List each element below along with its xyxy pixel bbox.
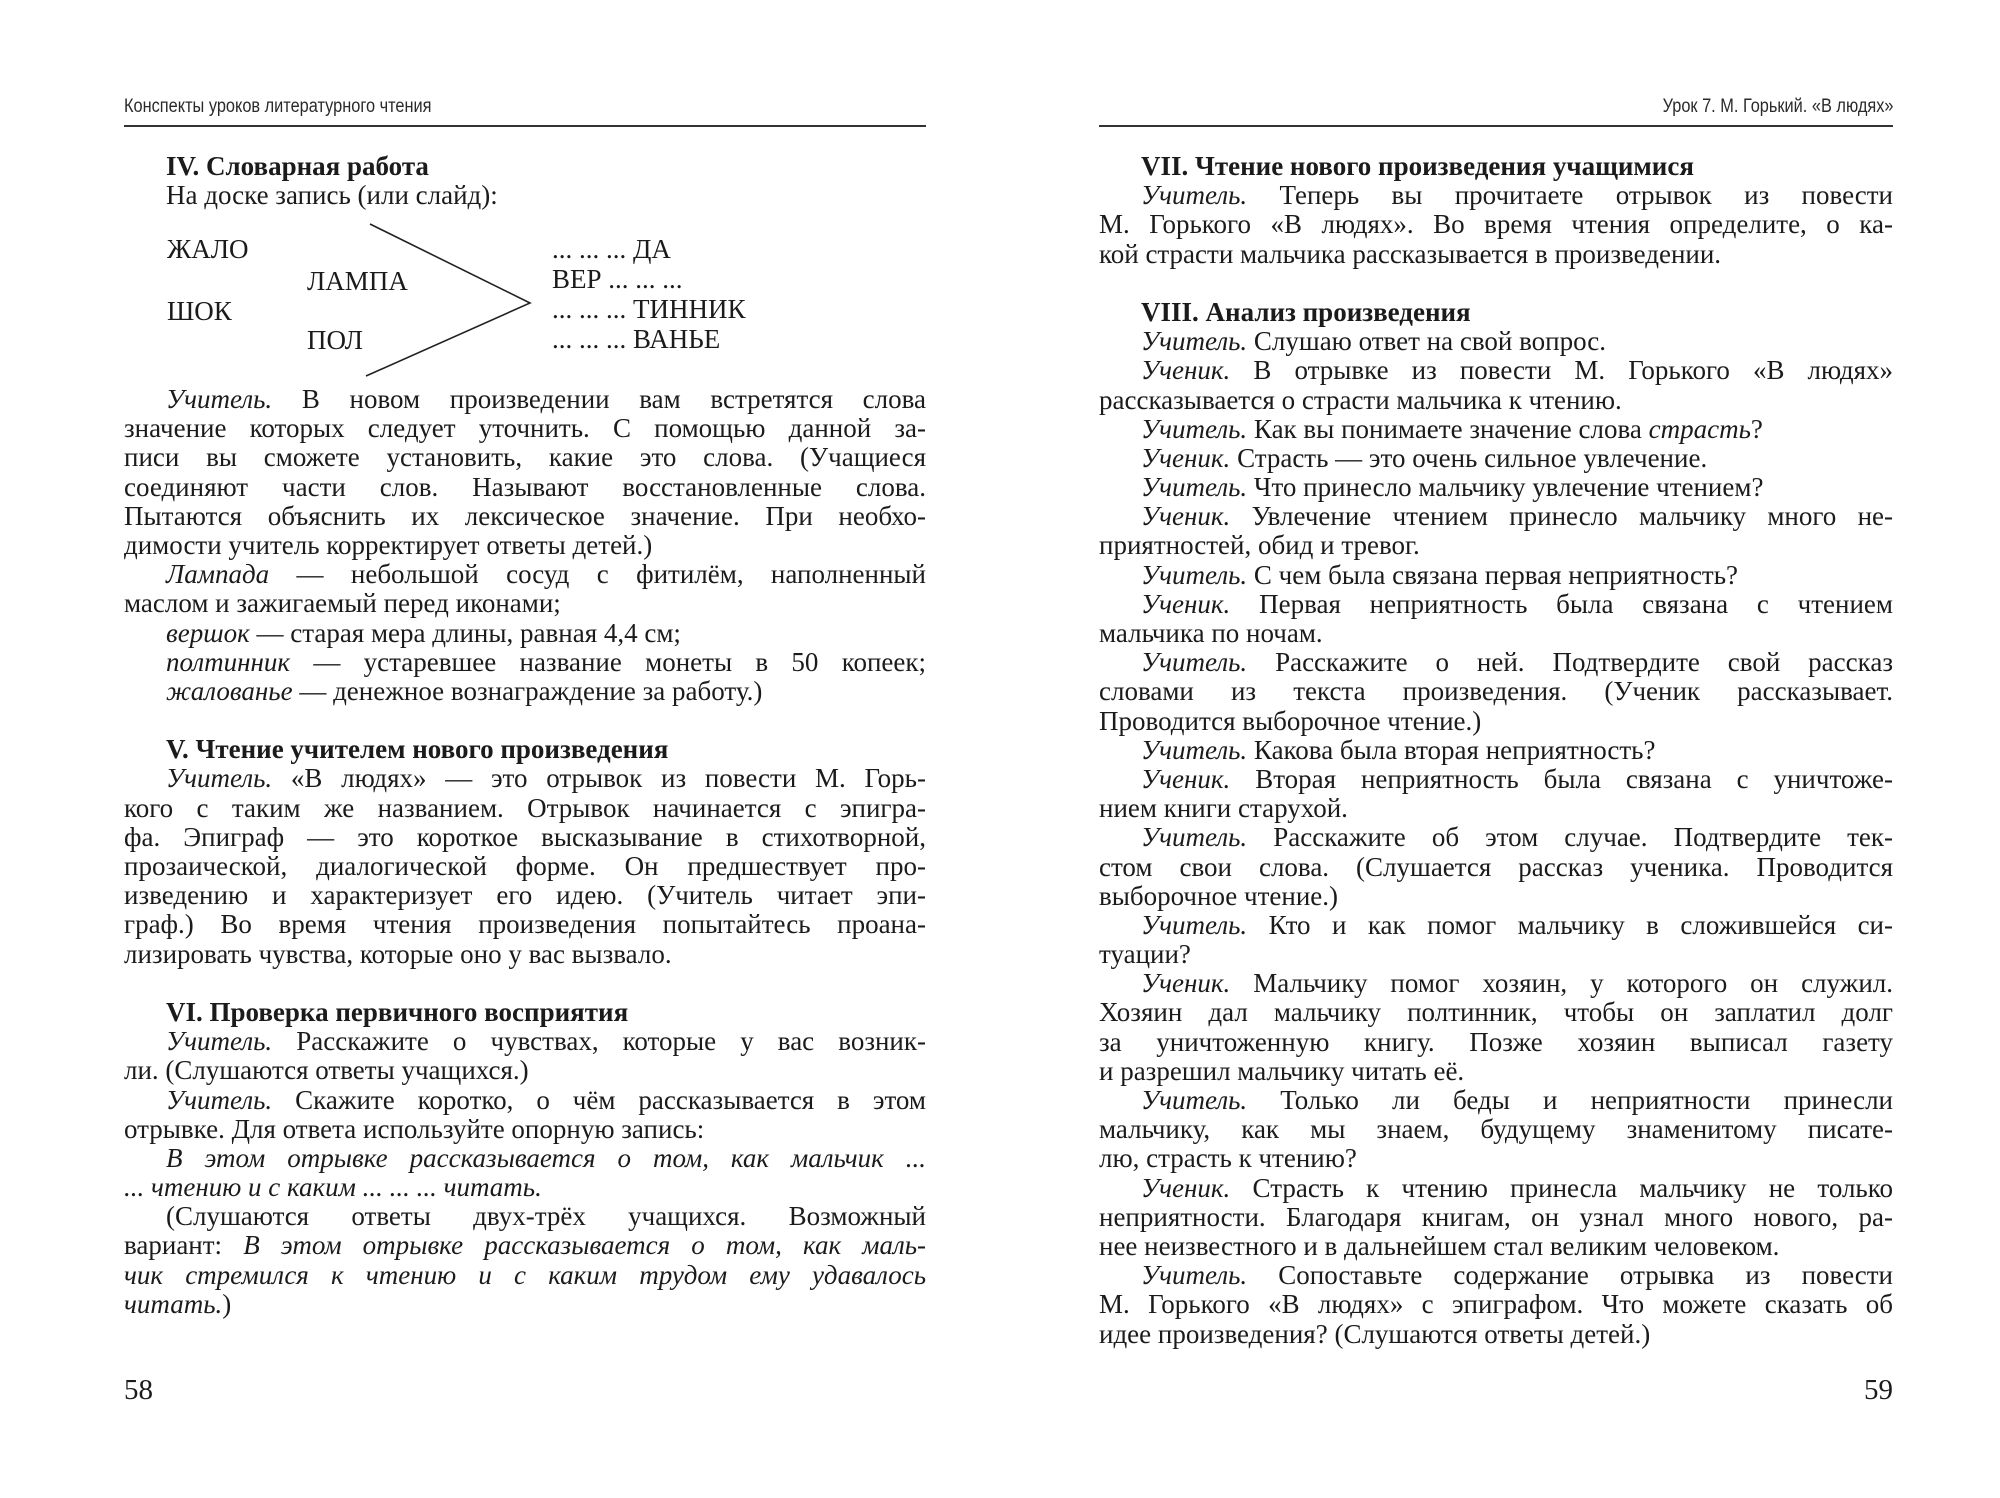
italic-text: Учитель.: [166, 1026, 273, 1057]
text-line: [1099, 1203, 1893, 1232]
text-segment: словами из текста произведения. (Ученик рассказывает.: [1099, 676, 1893, 707]
text-line: [1099, 1261, 1893, 1290]
text-segment: Слушаю ответ на свой вопрос.: [1247, 326, 1607, 357]
text-segment: фа. Эпиграф — это короткое высказывание в стихотворной,: [124, 821, 926, 852]
italic-text: Учитель.: [1141, 909, 1248, 940]
text-line: [1099, 386, 1893, 415]
text-segment: изведению и характеризует его идею. (Учитель читает эпи-: [124, 880, 926, 911]
text-line: [124, 1056, 926, 1085]
text-segment: значение которых следует уточнить. С помощью данной за-: [124, 413, 926, 444]
text-line: [124, 1115, 926, 1144]
text-segment: — старая мера длины, равная 4,4 см;: [249, 617, 681, 648]
text-segment: С чем была связана первая неприятность?: [1247, 559, 1739, 590]
text-segment: Мальчику помог хозяин, у которого он служил.: [1230, 968, 1893, 999]
text-line: [1099, 531, 1893, 560]
text-line: [1099, 590, 1893, 619]
text-line: [1099, 327, 1893, 356]
text-segment: VI. Проверка первичного восприятия: [166, 996, 629, 1027]
text-segment: Расскажите о ней. Подтвердите свой рассказ: [1247, 647, 1893, 678]
text-segment: отрывке. Для ответа используйте опорную запись:: [124, 1113, 705, 1144]
text-segment: М. Горького «В людях». Во время чтения определите, о ка-: [1099, 209, 1893, 240]
text-line: [124, 764, 926, 793]
text-segment: димости учитель корректирует ответы детей.): [124, 529, 653, 560]
text-line: [1099, 444, 1893, 473]
text-segment: мальчика по ночам.: [1099, 618, 1323, 648]
text-segment: и разрешил мальчику читать её.: [1099, 1055, 1465, 1086]
text-line: [1099, 736, 1893, 765]
italic-text: страсть: [1648, 413, 1751, 444]
text-line: [1099, 823, 1893, 852]
italic-text: Учитель.: [166, 763, 273, 794]
diagram-word: ШОК: [167, 296, 232, 326]
text-segment: кого с таким же названием. Отрывок начинается с эпигра-: [124, 792, 926, 823]
text-line: [1099, 1320, 1893, 1349]
text-line: [1099, 1174, 1893, 1203]
text-segment: Какова была вторая неприятность?: [1247, 734, 1656, 765]
text-segment: Увлечение чтением принесло мальчику много не-: [1230, 501, 1893, 532]
blank-line: [124, 706, 926, 735]
text-segment: маслом и зажигаемый перед иконами;: [124, 588, 561, 619]
italic-text: Ученик.: [1141, 1172, 1231, 1203]
right-body: [1099, 152, 1893, 1349]
text-line: [124, 940, 926, 969]
text-line: [1099, 356, 1893, 385]
italic-text: Учитель.: [1141, 822, 1248, 853]
text-segment: VIII. Анализ произведения: [1141, 296, 1471, 327]
text-line: [1099, 210, 1893, 239]
diagram-word: ... ... ... ТИННИК: [552, 294, 746, 324]
text-segment: Первая неприятность была связана с чтением: [1230, 588, 1893, 619]
text-segment: нием книги старухой.: [1099, 793, 1348, 824]
text-line: [124, 443, 926, 472]
text-segment: лизировать чувства, которые оно у вас вызвало.: [124, 938, 672, 969]
text-line: [124, 531, 926, 560]
text-line: [1099, 765, 1893, 794]
blank-line: [1099, 269, 1893, 298]
text-segment: мальчику, как мы знаем, будущему знаменитому писате-: [1099, 1114, 1893, 1145]
italic-text: вершок: [166, 617, 250, 648]
text-segment: Скажите коротко, о чём рассказывается в этом: [272, 1084, 926, 1115]
italic-text: чик стремился к чтению и с каким трудом ему удавалось: [124, 1259, 926, 1290]
text-segment: лю, страсть к чтению?: [1099, 1143, 1357, 1174]
diagram-word: ЖАЛО: [167, 234, 249, 264]
text-line: [124, 560, 926, 589]
italic-text: Учитель.: [1141, 559, 1248, 590]
text-segment: неприятности. Благодаря книгам, он узнал много нового, ра-: [1099, 1201, 1893, 1232]
text-segment: В новом произведении вам встретятся слова: [272, 384, 926, 414]
italic-text: Учитель.: [1141, 413, 1248, 444]
text-line: [124, 502, 926, 531]
diagram-word: ВЕР ... ... ...: [552, 264, 683, 294]
text-segment: выборочное чтение.): [1099, 880, 1339, 911]
text-line: [1099, 561, 1893, 590]
text-segment: стом свои слова. (Слушается рассказ ученика. Проводится: [1099, 851, 1893, 882]
section-heading: [124, 998, 926, 1027]
text-line: [1099, 707, 1893, 736]
italic-text: Учитель.: [1141, 326, 1248, 357]
italic-text: Учитель.: [1141, 734, 1248, 765]
text-segment: На доске запись (или слайд):: [166, 180, 498, 211]
text-segment: прозаической, диалогической форме. Он предшествует про-: [124, 851, 926, 881]
text-line: [1099, 1144, 1893, 1173]
text-line: [124, 881, 926, 910]
left-body: [124, 385, 926, 1319]
text-segment: — устаревшее название монеты в 50 копеек;: [290, 646, 926, 677]
text-line: [1099, 911, 1893, 940]
text-line: [1099, 853, 1893, 882]
text-line: [124, 473, 926, 502]
text-line: [124, 1086, 926, 1115]
text-segment: ли. (Слушаются ответы учащихся.): [124, 1055, 529, 1086]
text-line: [124, 385, 926, 414]
text-line: [124, 852, 926, 881]
italic-text: Учитель.: [1141, 472, 1248, 503]
italic-text: Учитель.: [1141, 647, 1248, 678]
text-segment: Сопоставьте содержание отрывка из повести: [1247, 1260, 1893, 1291]
text-segment: Хозяин дал мальчику полтинник, чтобы он заплатил долг: [1099, 997, 1893, 1028]
text-line: [124, 910, 926, 939]
text-line: [1099, 677, 1893, 706]
text-segment: Что принесло мальчику увлечение чтением?: [1247, 472, 1764, 503]
text-segment: «В людях» — это отрывок из повести М. Горь-: [272, 763, 926, 794]
text-line: [1099, 181, 1893, 210]
text-segment: соединяют части слов. Называют восстановленные слова.: [124, 471, 926, 502]
text-segment: рассказывается о страсти мальчика к чтению.: [1099, 384, 1622, 415]
text-line: [1099, 969, 1893, 998]
italic-text: читать.: [124, 1288, 223, 1319]
text-segment: VII. Чтение нового произведения учащимися: [1141, 151, 1694, 181]
text-segment: писи вы сможете установить, какие это слова. (Учащиеся: [124, 442, 926, 473]
diagram-chevron: [366, 224, 530, 376]
italic-text: жалованье: [166, 675, 293, 706]
italic-text: В этом отрывке рассказывается о том, как мальчик ...: [166, 1142, 926, 1173]
text-segment: Страсть к чтению принесла мальчику не только: [1230, 1172, 1893, 1203]
text-segment: Как вы понимаете значение слова: [1247, 413, 1649, 444]
italic-text: Учитель.: [1141, 180, 1248, 211]
italic-text: Ученик.: [1141, 442, 1231, 473]
header-rule-right: [1099, 125, 1893, 127]
text-line: [124, 589, 926, 618]
text-line: [124, 1027, 926, 1056]
text-segment: V. Чтение учителем нового произведения: [166, 734, 669, 765]
text-segment: кой страсти мальчика рассказывается в произведении.: [1099, 238, 1722, 269]
italic-text: Учитель.: [166, 384, 273, 414]
text-segment: Проводится выборочное чтение.): [1099, 705, 1482, 736]
italic-text: Ученик.: [1141, 588, 1231, 619]
diagram-word: ... ... ... ВАНЬЕ: [552, 324, 721, 354]
section-heading: [124, 735, 926, 764]
text-segment: граф.) Во время чтения произведения попытайтесь проана-: [124, 909, 926, 940]
text-segment: туации?: [1099, 939, 1191, 970]
italic-text: ... чтению и с каким ... ... ... читать.: [124, 1172, 542, 1203]
text-segment: идее произведения? (Слушаются ответы детей.): [1099, 1318, 1651, 1349]
text-line: [124, 677, 926, 706]
text-segment: нее неизвестного и в дальнейшем стал великим человеком.: [1099, 1230, 1780, 1261]
text-line: [124, 1202, 926, 1231]
text-segment: Вторая неприятность была связана с уничтоже-: [1230, 763, 1893, 794]
text-segment: вариант:: [124, 1230, 244, 1261]
text-line: [124, 823, 926, 852]
text-segment: Кто и как помог мальчику в сложившейся си-: [1247, 909, 1893, 940]
text-line: [124, 1231, 926, 1260]
text-segment: В отрывке из повести М. Горького «В людях»: [1230, 355, 1893, 386]
diagram-arrow: [0, 0, 1000, 420]
section-heading: [1099, 152, 1893, 181]
text-line: [124, 1144, 926, 1173]
italic-text: В этом отрывке рассказывается о том, как маль-: [243, 1230, 926, 1261]
text-segment: Пытаются объяснить их лексическое значение. При необхо-: [124, 500, 926, 531]
text-line: [124, 1290, 926, 1319]
text-line: [1099, 1057, 1893, 1086]
diagram-word: ... ... ... ДА: [552, 234, 671, 264]
text-segment: (Слушаются ответы двух-трёх учащихся. Возможный: [166, 1201, 926, 1232]
text-line: [1099, 794, 1893, 823]
italic-text: Ученик.: [1141, 763, 1231, 794]
italic-text: Учитель.: [1141, 1085, 1248, 1115]
text-segment: Расскажите об этом случае. Подтвердите тек-: [1247, 822, 1893, 853]
italic-text: Ученик.: [1141, 968, 1231, 999]
text-segment: Страсть — это очень сильное увлечение.: [1230, 442, 1708, 473]
text-segment: IV. Словарная работа: [166, 151, 429, 181]
text-segment: — денежное вознаграждение за работу.): [292, 675, 763, 706]
text-line: [1099, 1232, 1893, 1261]
blank-line: [124, 969, 926, 998]
text-line: [1099, 940, 1893, 969]
text-line: [1099, 473, 1893, 502]
text-line: [124, 619, 926, 648]
text-segment: Расскажите о чувствах, которые у вас возник-: [272, 1026, 926, 1057]
diagram-word: ПОЛ: [307, 325, 363, 355]
text-line: [1099, 1086, 1893, 1115]
text-line: [124, 648, 926, 677]
text-line: [124, 1173, 926, 1202]
running-head-left: Конспекты уроков литературного чтения: [124, 96, 432, 117]
text-segment: ): [222, 1288, 232, 1319]
text-line: [124, 414, 926, 443]
text-line: [1099, 998, 1893, 1027]
italic-text: Лампада: [166, 559, 270, 590]
section-heading: [1099, 298, 1893, 327]
text-line: [1099, 1290, 1893, 1319]
text-line: [1099, 648, 1893, 677]
text-line: [1099, 1115, 1893, 1144]
text-line: [1099, 502, 1893, 531]
diagram-word: ЛАМПА: [307, 266, 408, 296]
italic-text: Учитель.: [1141, 1260, 1248, 1291]
text-segment: — небольшой сосуд с фитилём, наполненный: [269, 559, 926, 590]
text-line: [124, 794, 926, 823]
text-line: [1099, 415, 1893, 444]
italic-text: Учитель.: [166, 1084, 273, 1115]
text-segment: М. Горького «В людях» с эпиграфом. Что можете сказать об: [1099, 1289, 1893, 1320]
italic-text: полтинник: [166, 646, 291, 677]
text-segment: Только ли беды и неприятности принесли: [1247, 1085, 1893, 1115]
text-line: [1099, 1028, 1893, 1057]
running-head-right: Урок 7. М. Горький. «В людях»: [1662, 96, 1893, 117]
text-segment: Теперь вы прочитаете отрывок из повести: [1247, 180, 1893, 211]
text-segment: приятностей, обид и тревог.: [1099, 530, 1420, 561]
text-line: [1099, 619, 1893, 648]
text-line: [124, 1261, 926, 1290]
italic-text: Ученик.: [1141, 355, 1231, 386]
page-number-left: 58: [124, 1374, 153, 1406]
text-segment: за уничтоженную книгу. Позже хозяин выписал газету: [1099, 1026, 1893, 1057]
text-line: [1099, 240, 1893, 269]
page-number-right: 59: [1864, 1374, 1893, 1406]
text-line: [1099, 882, 1893, 911]
italic-text: Ученик.: [1141, 501, 1231, 532]
text-segment: ?: [1750, 413, 1763, 444]
